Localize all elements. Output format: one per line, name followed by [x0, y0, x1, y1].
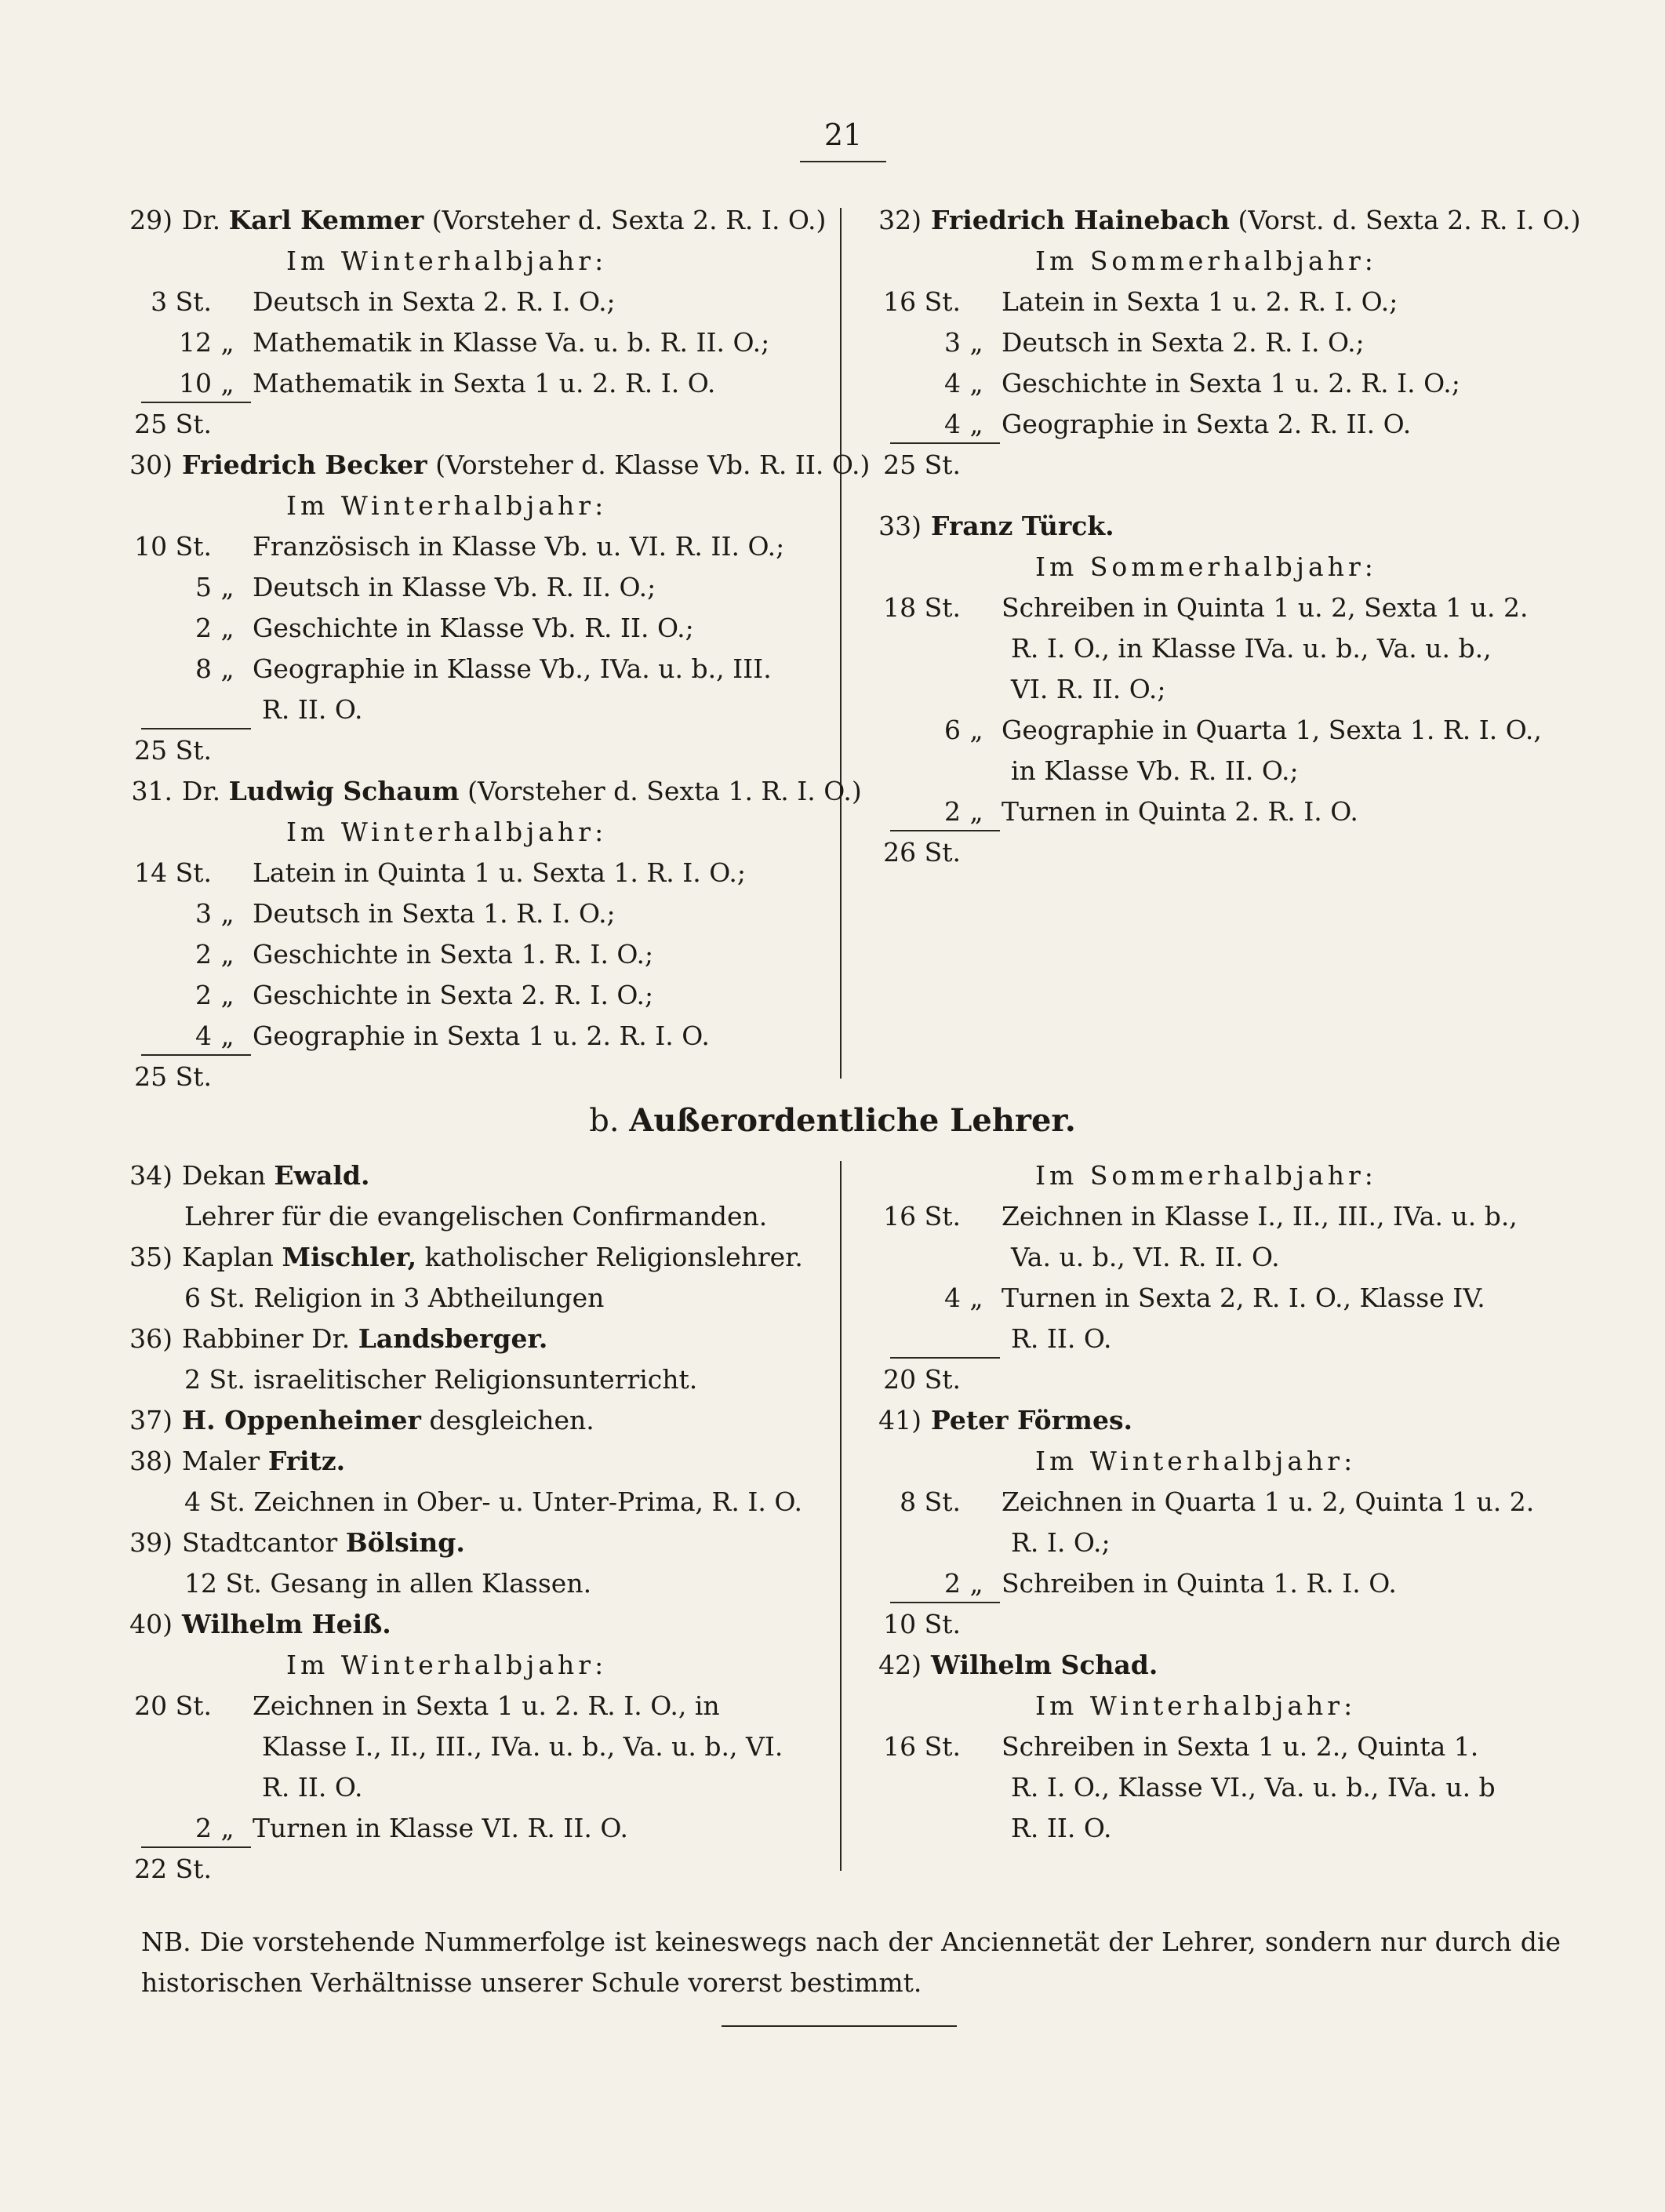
teacher-note — [102, 1563, 831, 1604]
lesson-text: Turnen in Sexta 2, R. I. O., Klasse IV. — [1002, 1282, 1485, 1313]
lesson-text: Deutsch in Sexta 2. R. I. O.; — [253, 286, 616, 317]
lesson-hours: 4 — [195, 1021, 212, 1051]
teacher-note — [102, 1196, 831, 1237]
left-column-top — [102, 200, 871, 1097]
lesson-text: R. II. O. — [262, 1772, 363, 1803]
entry-number: 29) — [129, 205, 173, 235]
lesson-text: Zeichnen in Klasse I., II., III., IVa. u. b., — [1002, 1201, 1518, 1232]
total-rule — [141, 1846, 251, 1848]
title-prefix: Dr. — [182, 776, 229, 806]
page-number: 21 — [823, 118, 863, 152]
entry-number: 37) — [129, 1405, 173, 1435]
teacher-heading — [102, 1523, 831, 1563]
entry-number: 39) — [129, 1527, 173, 1558]
lesson-text: Schreiben in Quinta 1. R. I. O. — [1002, 1568, 1397, 1599]
hours-total — [102, 1057, 831, 1097]
spacer — [851, 486, 1580, 506]
semester-label — [851, 1441, 1580, 1482]
entry-number: 41) — [878, 1405, 922, 1435]
lesson-text: Va. u. b., VI. R. II. O. — [1011, 1242, 1280, 1272]
lesson-text: in Klasse Vb. R. II. O.; — [1011, 755, 1299, 786]
lesson-hours: 3 St. — [151, 286, 212, 317]
ditto-mark: „ — [220, 939, 234, 970]
lesson-text: VI. R. II. O.; — [1011, 674, 1166, 704]
lesson-line — [102, 608, 831, 649]
lesson-text: Geschichte in Sexta 1. R. I. O.; — [253, 939, 654, 970]
semester-text: Im Winterhalbjahr: — [1035, 1690, 1357, 1721]
lesson-continuation — [851, 1523, 1580, 1563]
ditto-mark: „ — [220, 653, 234, 684]
entry-number: 35) — [129, 1242, 173, 1272]
note-text: 12 St. Gesang in allen Klassen. — [184, 1568, 592, 1599]
teacher-heading — [851, 200, 1580, 241]
teacher-name: Mischler, — [282, 1242, 417, 1272]
lesson-line — [851, 1726, 1580, 1767]
teacher-name: Landsberger. — [358, 1323, 548, 1354]
lesson-text: Geschichte in Klasse Vb. R. II. O.; — [253, 613, 694, 643]
lesson-text: Geographie in Sexta 2. R. II. O. — [1002, 409, 1412, 439]
ditto-mark: „ — [220, 1021, 234, 1051]
lesson-line — [851, 1482, 1580, 1523]
lesson-continuation — [851, 669, 1580, 710]
lesson-text: Deutsch in Sexta 1. R. I. O.; — [253, 898, 616, 929]
ditto-mark: „ — [969, 327, 983, 358]
lesson-continuation — [851, 751, 1580, 791]
hours-total — [102, 1849, 831, 1890]
lesson-line — [851, 404, 1580, 445]
entry-number: 32) — [878, 205, 922, 235]
lesson-hours: 6 — [944, 715, 961, 745]
ditto-mark: „ — [969, 409, 983, 439]
lesson-line — [851, 1563, 1580, 1604]
lesson-hours: 5 — [195, 572, 212, 602]
right-column-top — [851, 200, 1580, 873]
teacher-heading — [102, 1319, 831, 1359]
lesson-hours: 4 — [944, 368, 961, 398]
lesson-continuation — [851, 1767, 1580, 1808]
entry-number: 31. — [131, 776, 173, 806]
lesson-line — [102, 363, 831, 404]
semester-label — [851, 241, 1580, 282]
right-column-bottom — [851, 1155, 1580, 1849]
semester-label — [851, 1155, 1580, 1196]
teacher-name: Bölsing. — [345, 1527, 465, 1558]
teacher-name: Karl Kemmer — [228, 205, 424, 235]
note-text: 4 St. Zeichnen in Ober- u. Unter-Prima, R. I. O. — [184, 1486, 802, 1517]
lesson-hours: 8 St. — [900, 1486, 961, 1517]
lesson-continuation — [851, 1237, 1580, 1278]
total-rule — [141, 402, 251, 403]
lesson-line — [102, 1016, 831, 1057]
lesson-hours: 2 — [944, 796, 961, 827]
teacher-name: Franz Türck. — [931, 511, 1114, 541]
ditto-mark: „ — [220, 572, 234, 602]
ditto-mark: „ — [969, 368, 983, 398]
lesson-text: Latein in Sexta 1 u. 2. R. I. O.; — [1002, 286, 1398, 317]
lesson-hours: 3 — [944, 327, 961, 358]
teacher-heading — [851, 1645, 1580, 1686]
semester-label — [102, 1645, 831, 1686]
lesson-continuation — [102, 689, 831, 730]
ditto-mark: „ — [969, 1568, 983, 1599]
lesson-text: Latein in Quinta 1 u. Sexta 1. R. I. O.; — [253, 857, 746, 888]
semester-text: Im Winterhalbjahr: — [286, 490, 608, 521]
lesson-line — [102, 649, 831, 689]
lesson-continuation — [851, 1319, 1580, 1359]
title-prefix: Dr. — [182, 205, 229, 235]
total-rule — [890, 830, 1000, 831]
total-hours: 10 St. — [883, 1609, 961, 1639]
total-rule — [141, 1054, 251, 1056]
lesson-hours: 20 St. — [134, 1690, 212, 1721]
closing-rule — [722, 2025, 957, 2027]
lesson-text: Deutsch in Sexta 2. R. I. O.; — [1002, 327, 1365, 358]
title-prefix: Dekan — [182, 1160, 274, 1191]
teacher-name: Friedrich Becker — [182, 449, 427, 480]
lesson-hours: 8 — [195, 653, 212, 684]
semester-text: Im Winterhalbjahr: — [1035, 1446, 1357, 1476]
teacher-heading — [851, 1400, 1580, 1441]
lesson-hours: 2 — [195, 613, 212, 643]
lesson-text: Schreiben in Sexta 1 u. 2., Quinta 1. — [1002, 1731, 1479, 1762]
title-prefix: Rabbiner Dr. — [182, 1323, 358, 1354]
teacher-heading — [102, 1155, 831, 1196]
title-prefix: Stadtcantor — [182, 1527, 346, 1558]
teacher-name: Peter Förmes. — [931, 1405, 1133, 1435]
total-hours: 20 St. — [883, 1364, 961, 1395]
ditto-mark: „ — [969, 715, 983, 745]
teacher-heading — [102, 1400, 831, 1441]
page-number-rule — [800, 161, 886, 162]
lesson-line — [102, 975, 831, 1016]
semester-label — [851, 1686, 1580, 1726]
semester-label — [102, 486, 831, 526]
ditto-mark: „ — [220, 980, 234, 1010]
semester-text: Im Winterhalbjahr: — [286, 246, 608, 276]
ditto-mark: „ — [220, 327, 234, 358]
lesson-continuation — [851, 628, 1580, 669]
total-hours: 25 St. — [134, 1061, 212, 1092]
total-hours: 25 St. — [883, 449, 961, 480]
left-column-bottom — [102, 1155, 831, 1890]
lesson-line — [102, 567, 831, 608]
lesson-text: Turnen in Quinta 2. R. I. O. — [1002, 796, 1358, 827]
lesson-line — [851, 1278, 1580, 1319]
lesson-line — [851, 322, 1580, 363]
hours-total — [851, 445, 1580, 486]
column-divider-bottom — [840, 1161, 842, 1871]
lesson-hours: 2 — [944, 1568, 961, 1599]
teacher-heading — [102, 200, 831, 241]
entry-number: 30) — [129, 449, 173, 480]
lesson-hours: 3 — [195, 898, 212, 929]
total-hours: 25 St. — [134, 409, 212, 439]
lesson-hours: 16 St. — [883, 286, 961, 317]
teacher-name: Wilhelm Schad. — [931, 1650, 1158, 1680]
lesson-line — [102, 322, 831, 363]
teacher-name: Ludwig Schaum — [228, 776, 460, 806]
lesson-line — [851, 710, 1580, 751]
ditto-mark: „ — [969, 1282, 983, 1313]
teacher-role: desgleichen. — [420, 1405, 594, 1435]
lesson-text: Mathematik in Sexta 1 u. 2. R. I. O. — [253, 368, 716, 398]
semester-text: Im Sommerhalbjahr: — [1035, 551, 1377, 582]
total-hours: 25 St. — [134, 735, 212, 766]
lesson-hours: 2 — [195, 980, 212, 1010]
teacher-role: (Vorst. d. Sexta 2. R. I. O.) — [1229, 205, 1581, 235]
semester-text: Im Winterhalbjahr: — [286, 817, 608, 847]
lesson-text: Geographie in Quarta 1, Sexta 1. R. I. O., — [1002, 715, 1542, 745]
lesson-hours: 4 — [944, 1282, 961, 1313]
teacher-role: (Vorsteher d. Sexta 1. R. I. O.) — [459, 776, 862, 806]
section-title-text: Außerordentliche Lehrer. — [629, 1102, 1076, 1139]
lesson-text: Geographie in Klasse Vb., IVa. u. b., III. — [253, 653, 772, 684]
total-rule — [141, 728, 251, 729]
ditto-mark: „ — [220, 613, 234, 643]
lesson-text: R. II. O. — [262, 694, 363, 725]
semester-text: Im Sommerhalbjahr: — [1035, 246, 1377, 276]
teacher-role: katholischer Religionslehrer. — [416, 1242, 803, 1272]
entry-number: 33) — [878, 511, 922, 541]
teacher-role: (Vorsteher d. Klasse Vb. R. II. O.) — [427, 449, 871, 480]
lesson-text: Geographie in Sexta 1 u. 2. R. I. O. — [253, 1021, 710, 1051]
teacher-heading — [102, 1441, 831, 1482]
note-text: 6 St. Religion in 3 Abtheilungen — [184, 1282, 605, 1313]
lesson-line — [851, 588, 1580, 628]
teacher-heading — [102, 1604, 831, 1645]
lesson-line — [102, 1808, 831, 1849]
entry-number: 42) — [878, 1650, 922, 1680]
lesson-hours: 4 — [944, 409, 961, 439]
title-prefix: Kaplan — [182, 1242, 282, 1272]
ditto-mark: „ — [969, 796, 983, 827]
lesson-text: Mathematik in Klasse Va. u. b. R. II. O.; — [253, 327, 770, 358]
lesson-text: R. II. O. — [1011, 1323, 1112, 1354]
ditto-mark: „ — [220, 898, 234, 929]
lesson-hours: 12 — [179, 327, 212, 358]
teacher-note — [102, 1359, 831, 1400]
column-divider-top — [840, 208, 842, 1079]
lesson-hours: 10 — [179, 368, 212, 398]
entry-number: 38) — [129, 1446, 173, 1476]
lesson-text: R. II. O. — [1011, 1813, 1112, 1843]
lesson-line — [102, 1686, 831, 1726]
teacher-name: Friedrich Hainebach — [931, 205, 1230, 235]
lesson-line — [102, 853, 831, 893]
teacher-name: Wilhelm Heiß. — [182, 1609, 391, 1639]
teacher-heading — [102, 771, 862, 812]
teacher-note — [102, 1482, 831, 1523]
lesson-line — [851, 363, 1580, 404]
total-rule — [890, 1357, 1000, 1359]
lesson-line — [102, 282, 831, 322]
lesson-text: Deutsch in Klasse Vb. R. II. O.; — [253, 572, 656, 602]
semester-text: Im Sommerhalbjahr: — [1035, 1160, 1377, 1191]
lesson-text: R. I. O., Klasse VI., Va. u. b., IVa. u. b — [1011, 1772, 1496, 1803]
lesson-line — [102, 934, 831, 975]
semester-label — [102, 241, 831, 282]
teacher-role: (Vorsteher d. Sexta 2. R. I. O.) — [424, 205, 827, 235]
total-hours: 26 St. — [883, 837, 961, 868]
lesson-line — [851, 1196, 1580, 1237]
lesson-text: Geschichte in Sexta 2. R. I. O.; — [253, 980, 654, 1010]
hours-total — [851, 1359, 1580, 1400]
title-prefix: Maler — [182, 1446, 268, 1476]
entry-number: 34) — [129, 1160, 173, 1191]
lesson-hours: 16 St. — [883, 1201, 961, 1232]
teacher-heading — [102, 1237, 831, 1278]
section-heading — [0, 1102, 1665, 1139]
semester-label — [102, 812, 831, 853]
lesson-text: Turnen in Klasse VI. R. II. O. — [253, 1813, 628, 1843]
teacher-heading — [851, 506, 1580, 547]
ditto-mark: „ — [220, 1813, 234, 1843]
semester-text: Im Winterhalbjahr: — [286, 1650, 608, 1680]
lesson-hours: 2 — [195, 939, 212, 970]
lesson-continuation — [102, 1726, 831, 1767]
lesson-hours: 2 — [195, 1813, 212, 1843]
lesson-continuation — [851, 1808, 1580, 1849]
entry-number: 36) — [129, 1323, 173, 1354]
lesson-text: Französisch in Klasse Vb. u. VI. R. II. O.; — [253, 531, 785, 562]
nota-bene-note: NB. Die vorstehende Nummerfolge ist keineswegs nach der Anciennetät der Lehrer, sondern nur durch die historischen Verhältnisse unserer Schule vorerst bestimmt. — [141, 1926, 1561, 1998]
hours-total — [851, 832, 1580, 873]
lesson-text: R. I. O.; — [1011, 1527, 1111, 1558]
lesson-text: R. I. O., in Klasse IVa. u. b., Va. u. b., — [1011, 633, 1492, 664]
lesson-hours: 14 St. — [134, 857, 212, 888]
hours-total — [102, 404, 831, 445]
hours-total — [851, 1604, 1580, 1645]
hours-total — [102, 730, 831, 771]
lesson-line — [851, 282, 1580, 322]
total-rule — [890, 442, 1000, 444]
teacher-name: Fritz. — [267, 1446, 346, 1476]
total-rule — [890, 1602, 1000, 1603]
lesson-continuation — [102, 1767, 831, 1808]
lesson-text: Schreiben in Quinta 1 u. 2, Sexta 1 u. 2. — [1002, 592, 1529, 623]
lesson-text: Klasse I., II., III., IVa. u. b., Va. u. b., VI. — [262, 1731, 783, 1762]
semester-label — [851, 547, 1580, 588]
teacher-note — [102, 1278, 831, 1319]
lesson-hours: 16 St. — [883, 1731, 961, 1762]
lesson-text: Zeichnen in Quarta 1 u. 2, Quinta 1 u. 2. — [1002, 1486, 1535, 1517]
note-text: 2 St. israelitischer Religionsunterricht. — [184, 1364, 698, 1395]
lesson-line — [102, 526, 831, 567]
lesson-hours: 18 St. — [883, 592, 961, 623]
total-hours: 22 St. — [134, 1854, 212, 1884]
lesson-line — [102, 893, 831, 934]
teacher-name: H. Oppenheimer — [182, 1405, 421, 1435]
lesson-text: Geschichte in Sexta 1 u. 2. R. I. O.; — [1002, 368, 1460, 398]
ditto-mark: „ — [220, 368, 234, 398]
section-letter: b. — [589, 1103, 620, 1139]
lesson-line — [851, 791, 1580, 832]
lesson-text: Zeichnen in Sexta 1 u. 2. R. I. O., in — [253, 1690, 720, 1721]
lesson-hours: 10 St. — [134, 531, 212, 562]
note-text: Lehrer für die evangelischen Confirmanden. — [184, 1201, 768, 1232]
teacher-name: Ewald. — [274, 1160, 370, 1191]
teacher-heading — [102, 445, 871, 486]
entry-number: 40) — [129, 1609, 173, 1639]
